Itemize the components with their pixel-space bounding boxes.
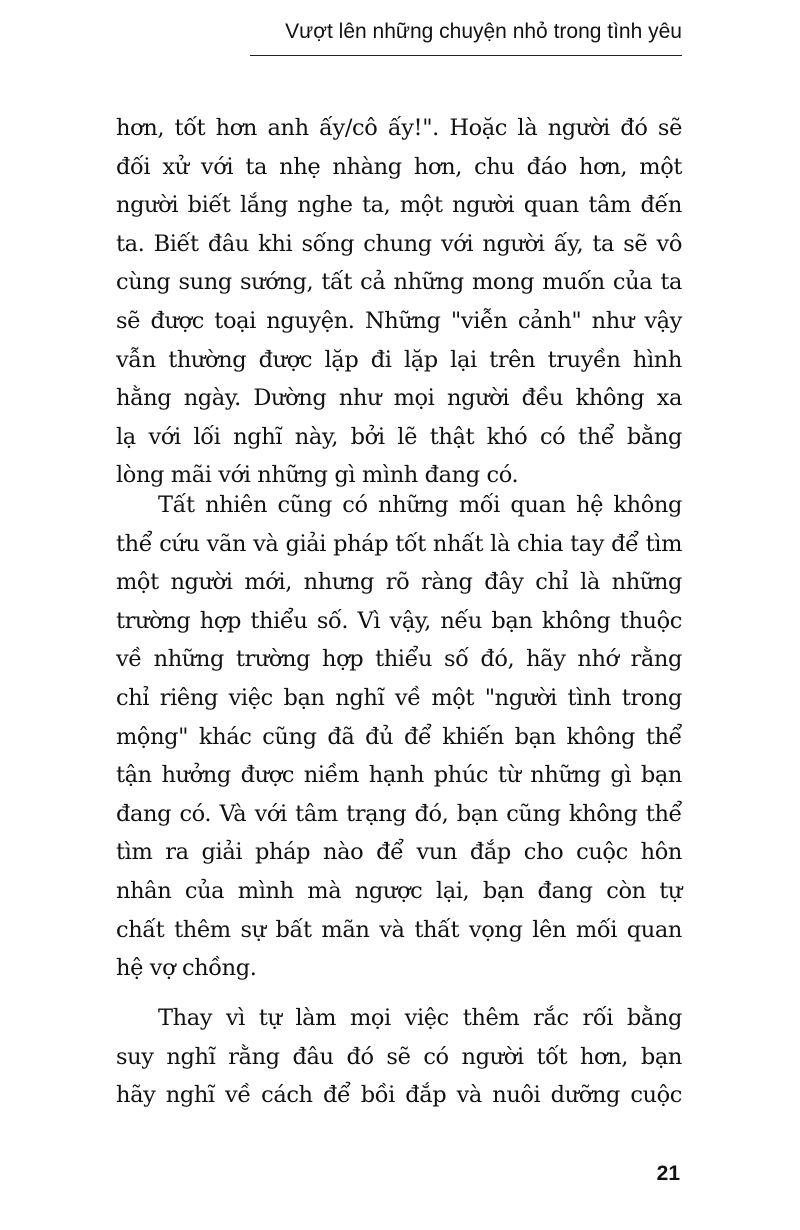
text-line: một người mới, nhưng rõ ràng đây chỉ là những xyxy=(116,569,682,596)
text-line: thể cứu vãn và giải pháp tốt nhất là chia tay để tìm xyxy=(116,530,682,557)
text-line: đối xử với ta nhẹ nhàng hơn, chu đáo hơn, một xyxy=(116,153,682,180)
text-line: suy nghĩ rằng đâu đó sẽ có người tốt hơn, bạn xyxy=(116,1043,682,1070)
page-number: 21 xyxy=(656,1162,680,1185)
text-line: hãy nghĩ về cách để bồi đắp và nuôi dưỡng cuộc xyxy=(116,1082,682,1109)
text-line: về những trường hợp thiểu số đó, hãy nhớ rằng xyxy=(116,646,682,673)
text-line: nhân của mình mà ngược lại, bạn đang còn tự xyxy=(116,878,682,904)
text-line: vẫn thường được lặp đi lặp lại trên truyền hình xyxy=(116,346,682,373)
text-line: lạ với lối nghĩ này, bởi lẽ thật khó có thể bằng xyxy=(116,423,682,450)
text-line: hằng ngày. Dường như mọi người đều không xa xyxy=(116,385,682,412)
text-line: hơn, tốt hơn anh ấy/cô ấy!". Hoặc là người đó sẽ xyxy=(116,115,682,141)
text-line: hệ vợ chồng. xyxy=(116,955,257,982)
text-line: người biết lắng nghe ta, một người quan tâm đến xyxy=(116,192,682,219)
text-line: Thay vì tự làm mọi việc thêm rắc rối bằng xyxy=(158,1005,682,1031)
text-line: Tất nhiên cũng có những mối quan hệ không xyxy=(158,492,682,518)
text-line: tìm ra giải pháp nào để vun đắp cho cuộc hôn xyxy=(116,839,682,866)
text-line: sẽ được toại nguyện. Những "viễn cảnh" như vậy xyxy=(116,308,682,334)
text-line: trường hợp thiểu số. Vì vậy, nếu bạn không thuộc xyxy=(116,607,682,634)
text-line: cùng sung sướng, tất cả những mong muốn của ta xyxy=(116,269,682,296)
text-line: tận hưởng được niềm hạnh phúc từ những gì bạn xyxy=(116,762,682,789)
text-line: đang có. Và với tâm trạng đó, bạn cũng không thể xyxy=(116,800,682,827)
text-line: ta. Biết đâu khi sống chung với người ấy, ta sẽ vô xyxy=(116,230,682,257)
text-line: chỉ riêng việc bạn nghĩ về một "người tình trong xyxy=(116,685,682,711)
header-rule xyxy=(250,55,682,56)
text-line: mộng" khác cũng đã đủ để khiến bạn không thể xyxy=(116,723,682,750)
text-line: lòng mãi với những gì mình đang có. xyxy=(116,462,519,489)
running-header: Vượt lên những chuyện nhỏ trong tình yêu xyxy=(285,20,682,43)
text-line: chất thêm sự bất mãn và thất vọng lên mối quan xyxy=(116,916,682,943)
